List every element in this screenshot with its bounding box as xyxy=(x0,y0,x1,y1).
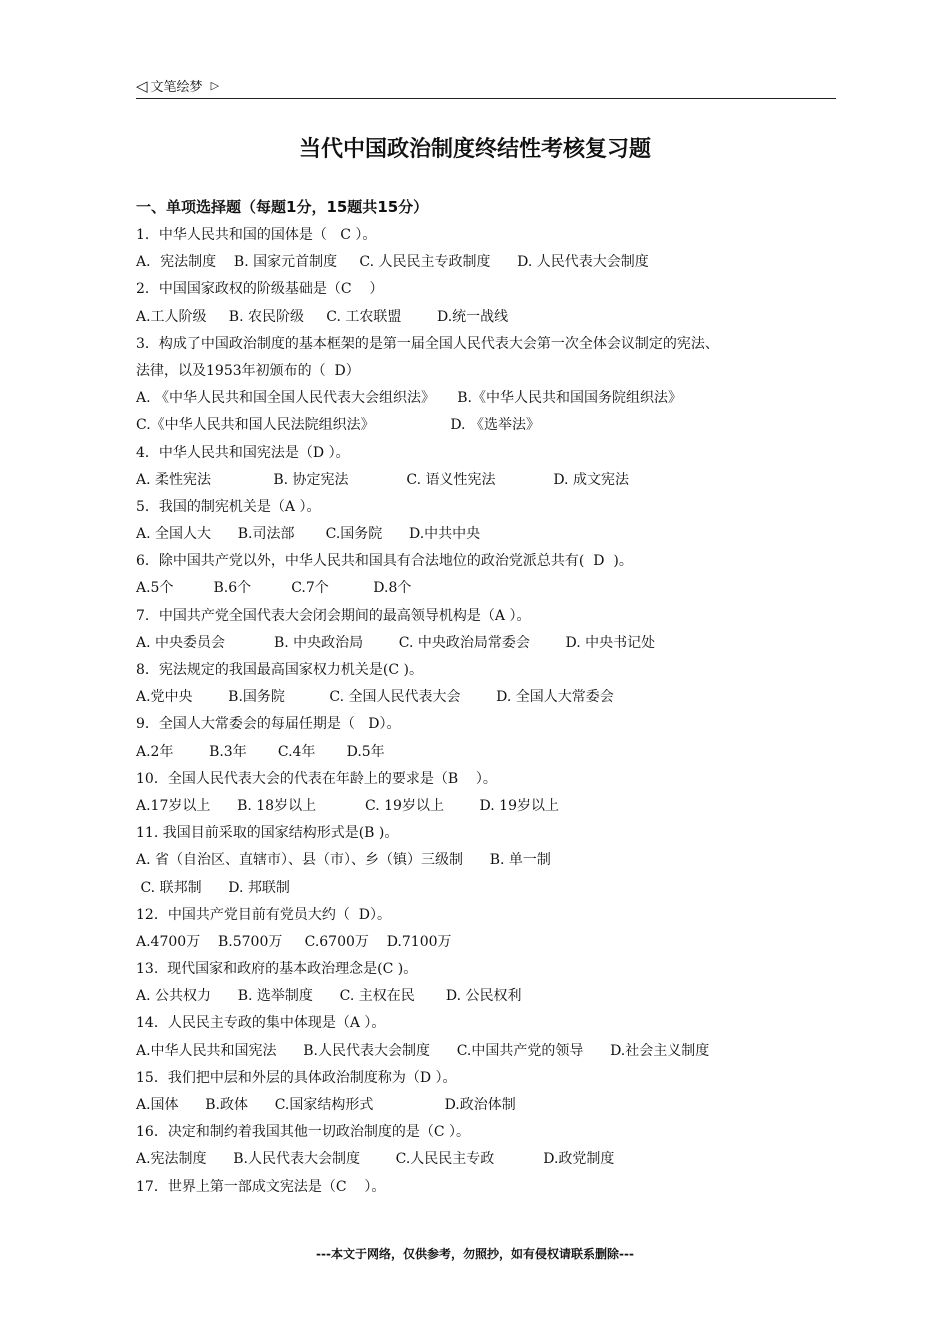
question-line: 13. 现代国家和政府的基本政治理念是(C )。 xyxy=(136,961,418,978)
section-title: 一、单项选择题（每题1分，15题共15分） xyxy=(136,198,429,216)
right-triangle-icon: ▷ xyxy=(210,79,220,92)
question-line: 15．我们把中层和外层的具体政治制度称为（D ）。 xyxy=(136,1069,457,1086)
question-line: 12．中国共产党目前有党员大约（ D）。 xyxy=(136,906,391,923)
footer-note: ---本文于网络，仅供参考，勿照抄，如有侵权请联系删除--- xyxy=(316,1247,634,1261)
answer-options-line: A. 《中华人民共和国全国人民代表大会组织法》 B.《中华人民共和国国务院组织法》 xyxy=(136,390,682,407)
answer-options-line: A. 中央委员会 B. 中央政治局 C. 中央政治局常委会 D. 中央书记处 xyxy=(136,634,656,651)
question-line: 17．世界上第一部成文宪法是（C ）。 xyxy=(136,1178,386,1195)
text-line: 法律，以及1953年初颁布的（ D） xyxy=(136,362,360,379)
answer-options-line: C. 联邦制 D. 邦联制 xyxy=(136,879,290,896)
page-header xyxy=(136,76,836,99)
header-brand-text: 文笔绘梦 xyxy=(150,80,203,95)
header-brand xyxy=(136,76,219,98)
question-line: 5．我国的制宪机关是（A ）。 xyxy=(136,498,321,515)
question-line: 14．人民民主专政的集中体现是（A ）。 xyxy=(136,1015,386,1032)
question-line: 4．中华人民共和国宪法是（D ）。 xyxy=(136,444,350,461)
question-line: 9．全国人大常委会的每届任期是（ D）。 xyxy=(136,716,401,733)
question-line: 8．宪法规定的我国最高国家权力机关是(C )。 xyxy=(136,662,423,678)
answer-options-line: A.17岁以上 B. 18岁以上 C. 19岁以上 D. 19岁以上 xyxy=(136,797,560,814)
answer-options-line: A.中华人民共和国宪法 B.人民代表大会制度 C.中国共产党的领导 D.社会主义制度 xyxy=(136,1042,710,1059)
question-line: 11. 我国目前采取的国家结构形式是(B )。 xyxy=(136,825,399,842)
answer-options-line: A.5个 B.6个 C.7个 D.8个 xyxy=(136,580,412,597)
question-list xyxy=(136,222,836,1201)
answer-options-line: A. 全国人大 B.司法部 C.国务院 D.中共中央 xyxy=(136,526,481,543)
answer-options-line: A．宪法制度 B. 国家元首制度 C. 人民民主专政制度 D. 人民代表大会制度 xyxy=(136,254,649,271)
answer-options-line: A. 柔性宪法 B. 协定宪法 C. 语义性宪法 D. 成文宪法 xyxy=(136,471,629,488)
question-line: 1．中华人民共和国的国体是（ C ）。 xyxy=(136,227,377,243)
answer-options-line: A.宪法制度 B.人民代表大会制度 C.人民民主专政 D.政党制度 xyxy=(136,1151,615,1168)
question-line: 16．决定和制约着我国其他一切政治制度的是（C ）。 xyxy=(136,1124,470,1141)
answer-options-line: A.国体 B.政体 C.国家结构形式 D.政治体制 xyxy=(136,1097,516,1113)
answer-options-line: A.工人阶级 B. 农民阶级 C. 工农联盟 D.统一战线 xyxy=(136,308,509,325)
answer-options-line: A.党中央 B.国务院 C. 全国人民代表大会 D. 全国人大常委会 xyxy=(136,689,614,706)
answer-options-line: A.2年 B.3年 C.4年 D.5年 xyxy=(136,743,385,760)
answer-options-line: C.《中华人民共和国人民法院组织法》 D. 《选举法》 xyxy=(136,417,540,434)
question-line: 2．中国国家政权的阶级基础是（C ） xyxy=(136,281,384,298)
document-title: 当代中国政治制度终结性考核复习题 xyxy=(298,137,651,162)
answer-options-line: A.4700万 B.5700万 C.6700万 D.7100万 xyxy=(136,933,452,950)
question-line: 6．除中国共产党以外，中华人民共和国具有合法地位的政治党派总共有( D )。 xyxy=(136,553,633,570)
answer-options-line: A. 省（自治区、直辖市）、县（市）、乡（镇）三级制 B. 单一制 xyxy=(136,852,551,869)
question-line: 10．全国人民代表大会的代表在年龄上的要求是（B ）。 xyxy=(136,770,497,787)
answer-options-line: A. 公共权力 B. 选举制度 C. 主权在民 D. 公民权利 xyxy=(136,988,522,1005)
question-line: 3．构成了中国政治制度的基本框架的是第一届全国人民代表大会第一次全体会议制定的宪法、 xyxy=(136,335,719,352)
question-line: 7．中国共产党全国代表大会闭会期间的最高领导机构是（A ）。 xyxy=(136,607,531,624)
left-triangle-icon: ◁ xyxy=(136,77,148,95)
